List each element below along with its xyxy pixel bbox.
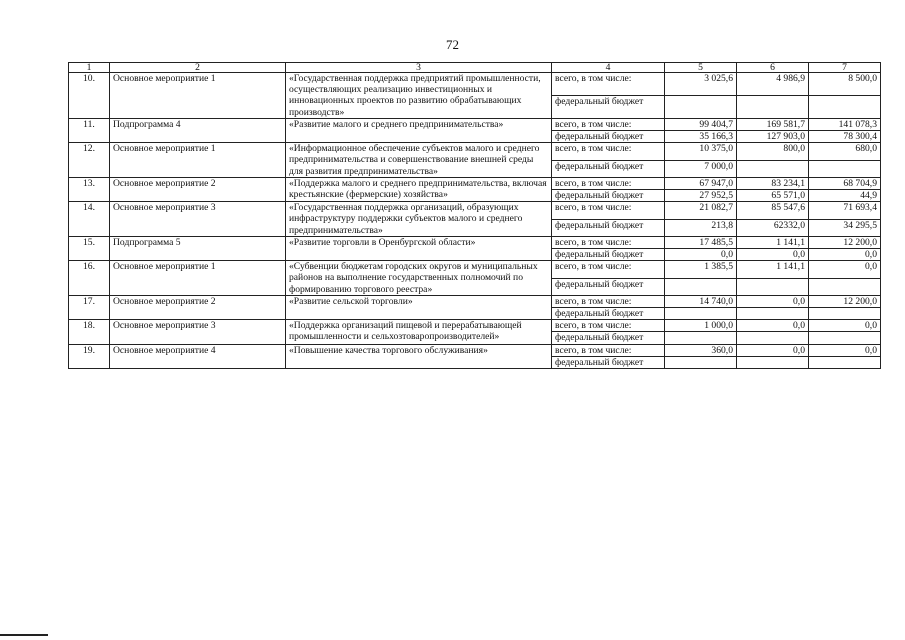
value-col7-cell [809,356,881,368]
value-col7-cell: 71 693,4 [809,202,881,219]
value-col7-cell: 68 704,9 [809,177,881,189]
table-row [69,236,881,248]
funding-source-cell: всего, в том числе: [552,73,665,96]
funding-source-cell: всего, в том числе: [552,320,665,332]
table-row [69,202,881,219]
value-col5-cell: 3 025,6 [665,73,737,96]
funding-source-cell: федеральный бюджет [552,332,665,344]
column-header: 2 [110,63,286,73]
funding-source-cell: всего, в том числе: [552,344,665,356]
page-number: 72 [446,37,459,52]
table-row [69,177,881,189]
row-name-cell: «Развитие торговли в Оренбургской области» [286,236,552,260]
value-col7-cell [809,332,881,344]
value-col6-cell [737,160,809,177]
row-number-cell: 19. [69,344,110,368]
row-number-cell: 13. [69,177,110,201]
row-type-cell: Основное мероприятие 1 [110,261,286,296]
value-col7-cell [809,308,881,320]
row-type-cell: Основное мероприятие 2 [110,295,286,319]
value-col5-cell: 213,8 [665,219,737,236]
column-header: 5 [665,63,737,73]
value-col6-cell: 0,0 [737,295,809,307]
value-col6-cell: 65 571,0 [737,190,809,202]
value-col6-cell: 1 141,1 [737,236,809,248]
value-col7-cell: 34 295,5 [809,219,881,236]
value-col5-cell: 10 375,0 [665,143,737,160]
column-header: 7 [809,63,881,73]
value-col7-cell: 44,9 [809,190,881,202]
value-col5-cell [665,332,737,344]
funding-source-cell: всего, в том числе: [552,295,665,307]
table-row [69,118,881,130]
value-col5-cell: 14 740,0 [665,295,737,307]
table-row [69,73,881,96]
value-col5-cell [665,356,737,368]
table-header-row [69,63,881,73]
row-name-cell: «Субвенции бюджетам городских округов и муниципальных районов на выполнение государственных полномочий по формированию торгового реестра» [286,261,552,296]
row-type-cell: Основное мероприятие 3 [110,202,286,237]
row-number-cell: 17. [69,295,110,319]
value-col6-cell: 83 234,1 [737,177,809,189]
row-name-cell: «Государственная поддержка предприятий промышленности, осуществляющих реализацию инвестиционных и инновационных проектов по развитию обрабатывающих производств» [286,73,552,119]
value-col6-cell [737,356,809,368]
row-name-cell: «Поддержка организаций пищевой и перерабатывающей промышленности и сельхозтоваропроизводителей» [286,320,552,344]
value-col6-cell: 800,0 [737,143,809,160]
row-name-cell: «Повышение качества торгового обслуживания» [286,344,552,368]
value-col5-cell: 1 000,0 [665,320,737,332]
page-edge-rule [0,634,48,636]
funding-source-cell: всего, в том числе: [552,118,665,130]
value-col5-cell: 35 166,3 [665,131,737,143]
funding-source-cell: всего, в том числе: [552,202,665,219]
value-col7-cell: 0,0 [809,320,881,332]
value-col6-cell: 0,0 [737,320,809,332]
funding-source-cell: федеральный бюджет [552,95,665,118]
value-col6-cell: 4 986,9 [737,73,809,96]
row-type-cell: Основное мероприятие 1 [110,143,286,178]
row-number-cell: 14. [69,202,110,237]
value-col6-cell: 0,0 [737,249,809,261]
row-type-cell: Основное мероприятие 2 [110,177,286,201]
funding-source-cell: всего, в том числе: [552,236,665,248]
budget-table [68,62,881,369]
value-col5-cell: 67 947,0 [665,177,737,189]
value-col6-cell [737,308,809,320]
value-col5-cell: 7 000,0 [665,160,737,177]
value-col6-cell [737,332,809,344]
table-row [69,261,881,278]
value-col5-cell: 99 404,7 [665,118,737,130]
table-row [69,344,881,356]
row-type-cell: Подпрограмма 4 [110,118,286,142]
value-col6-cell: 1 141,1 [737,261,809,278]
funding-source-cell: федеральный бюджет [552,219,665,236]
value-col6-cell: 85 547,6 [737,202,809,219]
row-number-cell: 18. [69,320,110,344]
value-col7-cell: 8 500,0 [809,73,881,96]
row-number-cell: 15. [69,236,110,260]
value-col7-cell: 0,0 [809,344,881,356]
value-col6-cell: 62332,0 [737,219,809,236]
row-name-cell: «Информационное обеспечение субъектов малого и среднего предпринимательства и совершенствование внешней среды для развития предпринимательства» [286,143,552,178]
value-col5-cell: 17 485,5 [665,236,737,248]
funding-source-cell: всего, в том числе: [552,261,665,278]
value-col7-cell [809,278,881,295]
value-col5-cell: 27 952,5 [665,190,737,202]
funding-source-cell: федеральный бюджет [552,356,665,368]
value-col6-cell: 127 903,0 [737,131,809,143]
column-header: 3 [286,63,552,73]
value-col5-cell [665,95,737,118]
row-number-cell: 16. [69,261,110,296]
row-type-cell: Основное мероприятие 3 [110,320,286,344]
value-col6-cell: 169 581,7 [737,118,809,130]
row-type-cell: Основное мероприятие 1 [110,73,286,119]
value-col5-cell [665,278,737,295]
value-col6-cell [737,95,809,118]
value-col5-cell: 0,0 [665,249,737,261]
value-col7-cell: 0,0 [809,249,881,261]
column-header: 4 [552,63,665,73]
value-col5-cell: 1 385,5 [665,261,737,278]
row-number-cell: 11. [69,118,110,142]
row-number-cell: 12. [69,143,110,178]
funding-source-cell: всего, в том числе: [552,177,665,189]
table-row [69,143,881,160]
value-col7-cell: 141 078,3 [809,118,881,130]
column-header: 6 [737,63,809,73]
row-name-cell: «Государственная поддержка организаций, образующих инфраструктуру поддержки субъектов малого и среднего предпринимательства» [286,202,552,237]
row-type-cell: Подпрограмма 5 [110,236,286,260]
funding-source-cell: федеральный бюджет [552,190,665,202]
value-col7-cell: 12 200,0 [809,236,881,248]
table-row [69,295,881,307]
table-row [69,320,881,332]
value-col7-cell: 12 200,0 [809,295,881,307]
value-col7-cell [809,95,881,118]
row-name-cell: «Поддержка малого и среднего предпринимательства, включая крестьянские (фермерские) хозяйства» [286,177,552,201]
funding-source-cell: всего, в том числе: [552,143,665,160]
value-col7-cell [809,160,881,177]
funding-source-cell: федеральный бюджет [552,308,665,320]
value-col5-cell: 21 082,7 [665,202,737,219]
row-type-cell: Основное мероприятие 4 [110,344,286,368]
funding-source-cell: федеральный бюджет [552,278,665,295]
value-col7-cell: 0,0 [809,261,881,278]
row-name-cell: «Развитие сельской торговли» [286,295,552,319]
row-name-cell: «Развитие малого и среднего предпринимательства» [286,118,552,142]
value-col7-cell: 680,0 [809,143,881,160]
column-header: 1 [69,63,110,73]
value-col5-cell: 360,0 [665,344,737,356]
value-col6-cell: 0,0 [737,344,809,356]
funding-source-cell: федеральный бюджет [552,249,665,261]
value-col5-cell [665,308,737,320]
value-col6-cell [737,278,809,295]
row-number-cell: 10. [69,73,110,119]
funding-source-cell: федеральный бюджет [552,160,665,177]
funding-source-cell: федеральный бюджет [552,131,665,143]
value-col7-cell: 78 300,4 [809,131,881,143]
